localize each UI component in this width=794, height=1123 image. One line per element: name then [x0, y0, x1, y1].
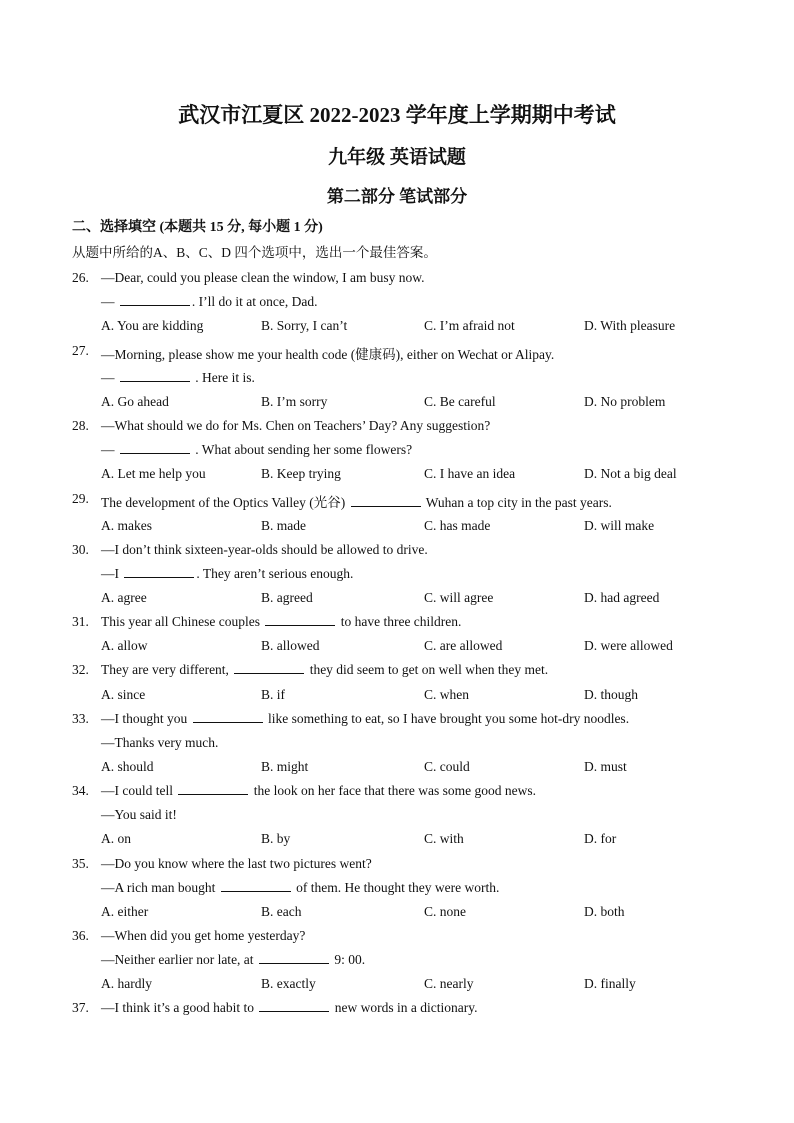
- answer-blank[interactable]: [178, 783, 248, 795]
- answer-option[interactable]: B. agreed: [261, 590, 313, 605]
- stem-text: —Do you know where the last two pictures went?: [101, 856, 372, 871]
- question-number: 32.: [72, 662, 89, 677]
- answer-option[interactable]: B. exactly: [261, 976, 316, 991]
- answer-option[interactable]: B. made: [261, 518, 306, 533]
- answer-option[interactable]: B. if: [261, 687, 286, 702]
- answer-option[interactable]: A. hardly: [101, 976, 152, 991]
- question-stem: [101, 614, 461, 630]
- stem-text: —I don’t think sixteen-year-olds should be allowed to drive.: [101, 542, 428, 557]
- question-stem: [101, 783, 536, 799]
- answer-option[interactable]: B. I’m sorry: [261, 394, 328, 409]
- section-instruction: 从题中所给的A、B、C、D 四个选项中，选出一个最佳答案。: [72, 245, 437, 260]
- question-number: 37.: [72, 1000, 89, 1015]
- answer-option[interactable]: C. nearly: [424, 976, 474, 991]
- answer-option[interactable]: B. each: [261, 904, 302, 919]
- question-stem: [101, 542, 428, 558]
- question-number: 31.: [72, 614, 89, 629]
- answer-option[interactable]: A. allow: [101, 638, 148, 653]
- answer-option[interactable]: C. Be careful: [424, 394, 496, 409]
- response-text: . What about sending her some flowers?: [191, 442, 413, 457]
- answer-option[interactable]: D. No problem: [584, 394, 666, 409]
- question-number: 34.: [72, 783, 89, 798]
- answer-blank[interactable]: [120, 294, 190, 306]
- question-stem: [101, 491, 612, 511]
- stem-text: like something to eat, so I have brought you some hot-dry noodles.: [264, 711, 630, 726]
- question-number: 30.: [72, 542, 89, 557]
- answer-option[interactable]: C. with: [424, 831, 464, 846]
- answer-option[interactable]: C. I have an idea: [424, 466, 516, 481]
- answer-option[interactable]: D. were allowed: [584, 638, 673, 653]
- response-text: —: [101, 370, 118, 385]
- question-stem: [101, 418, 490, 434]
- response-text: —I: [101, 566, 123, 581]
- dialogue-response: [101, 735, 218, 751]
- stem-text: —Morning, please show me your health code (健康码), either on Wechat or Alipay.: [101, 347, 555, 362]
- answer-option[interactable]: B. Keep trying: [261, 466, 341, 481]
- question-number: 26.: [72, 270, 89, 285]
- response-text: . I’ll do it at once, Dad.: [191, 294, 318, 309]
- dialogue-response: [101, 370, 255, 386]
- stem-text: the look on her face that there was some good news.: [250, 783, 537, 798]
- stem-text: new words in a dictionary.: [331, 1000, 478, 1015]
- answer-option[interactable]: D. though: [584, 687, 638, 702]
- response-text: . Here it is.: [191, 370, 255, 385]
- stem-text: to have three children.: [337, 614, 462, 629]
- dialogue-response: [101, 880, 499, 896]
- question-number: 36.: [72, 928, 89, 943]
- stem-text: They are very different,: [101, 662, 233, 677]
- response-text: —A rich man bought: [101, 880, 219, 895]
- answer-option[interactable]: A. since: [101, 687, 146, 702]
- dialogue-response: [101, 566, 353, 582]
- answer-option[interactable]: A. should: [101, 759, 154, 774]
- answer-option[interactable]: C. I’m afraid not: [424, 318, 515, 333]
- answer-option[interactable]: D. both: [584, 904, 625, 919]
- answer-option[interactable]: C. when: [424, 687, 469, 702]
- section-heading: 二、选择填空 (本题共 15 分, 每小题 1 分): [72, 220, 323, 235]
- exam-subtitle: 九年级 英语试题: [328, 147, 466, 168]
- answer-option[interactable]: B. might: [261, 759, 309, 774]
- response-text: 9: 00.: [330, 952, 366, 967]
- answer-option[interactable]: B. Sorry, I can’t: [261, 318, 348, 333]
- dialogue-response: [101, 952, 365, 968]
- question-number: 29.: [72, 491, 89, 506]
- dialogue-response: [101, 442, 412, 458]
- question-stem: [101, 662, 548, 678]
- answer-blank[interactable]: [120, 370, 190, 382]
- answer-blank[interactable]: [259, 952, 329, 964]
- stem-text: —What should we do for Ms. Chen on Teachers’ Day? Any suggestion?: [101, 418, 491, 433]
- stem-text: The development of the Optics Valley (光谷): [101, 495, 349, 510]
- answer-option[interactable]: C. are allowed: [424, 638, 503, 653]
- answer-blank[interactable]: [265, 614, 335, 626]
- answer-option[interactable]: C. none: [424, 904, 466, 919]
- answer-option[interactable]: B. by: [261, 831, 291, 846]
- question-stem: [101, 343, 554, 363]
- question-stem: [101, 856, 372, 872]
- answer-blank[interactable]: [221, 880, 291, 892]
- stem-text: —I think it’s a good habit to: [101, 1000, 258, 1015]
- stem-text: they did seem to get on well when they met.: [306, 662, 549, 677]
- answer-option[interactable]: A. Go ahead: [101, 394, 169, 409]
- answer-blank[interactable]: [351, 495, 421, 507]
- stem-text: —Dear, could you please clean the window, I am busy now.: [101, 270, 425, 285]
- answer-option[interactable]: D. must: [584, 759, 627, 774]
- response-text: of them. He thought they were worth.: [292, 880, 500, 895]
- answer-option[interactable]: B. allowed: [261, 638, 320, 653]
- question-number: 33.: [72, 711, 89, 726]
- answer-option[interactable]: A. agree: [101, 590, 147, 605]
- answer-blank[interactable]: [124, 566, 194, 578]
- exam-part: 第二部分 笔试部分: [326, 187, 468, 206]
- question-stem: [101, 270, 425, 286]
- exam-title: 武汉市江夏区 2022-2023 学年度上学期期中考试: [178, 103, 616, 127]
- question-stem: [101, 1000, 477, 1016]
- stem-text: —When did you get home yesterday?: [101, 928, 306, 943]
- question-number: 35.: [72, 856, 89, 871]
- question-number: 28.: [72, 418, 89, 433]
- answer-blank[interactable]: [120, 442, 190, 454]
- answer-option[interactable]: A. You are kidding: [101, 318, 204, 333]
- stem-text: This year all Chinese couples: [101, 614, 264, 629]
- answer-option[interactable]: A. makes: [101, 518, 152, 533]
- answer-option[interactable]: D. finally: [584, 976, 636, 991]
- answer-option[interactable]: D. had agreed: [584, 590, 660, 605]
- response-text: —Thanks very much.: [101, 735, 219, 750]
- answer-option[interactable]: D. With pleasure: [584, 318, 676, 333]
- stem-text: Wuhan a top city in the past years.: [422, 495, 612, 510]
- response-text: —Neither earlier nor late, at: [101, 952, 257, 967]
- answer-option[interactable]: C. could: [424, 759, 470, 774]
- response-text: —: [101, 442, 118, 457]
- stem-text: —I could tell: [101, 783, 177, 798]
- answer-option[interactable]: C. will agree: [424, 590, 494, 605]
- answer-blank[interactable]: [259, 1000, 329, 1012]
- question-number: 27.: [72, 343, 89, 358]
- answer-option[interactable]: D. Not a big deal: [584, 466, 677, 481]
- dialogue-response: [101, 807, 177, 823]
- dialogue-response: [101, 294, 317, 310]
- answer-option[interactable]: D. for: [584, 831, 617, 846]
- answer-option[interactable]: D. will make: [584, 518, 655, 533]
- answer-option[interactable]: A. either: [101, 904, 149, 919]
- answer-option[interactable]: A. Let me help you: [101, 466, 206, 481]
- question-stem: [101, 928, 305, 944]
- answer-blank[interactable]: [234, 662, 304, 674]
- response-text: —: [101, 294, 118, 309]
- answer-blank[interactable]: [193, 711, 263, 723]
- answer-option[interactable]: A. on: [101, 831, 131, 846]
- answer-option[interactable]: C. has made: [424, 518, 491, 533]
- question-stem: [101, 711, 629, 727]
- response-text: —You said it!: [101, 807, 177, 822]
- stem-text: —I thought you: [101, 711, 191, 726]
- response-text: . They aren’t serious enough.: [196, 566, 354, 581]
